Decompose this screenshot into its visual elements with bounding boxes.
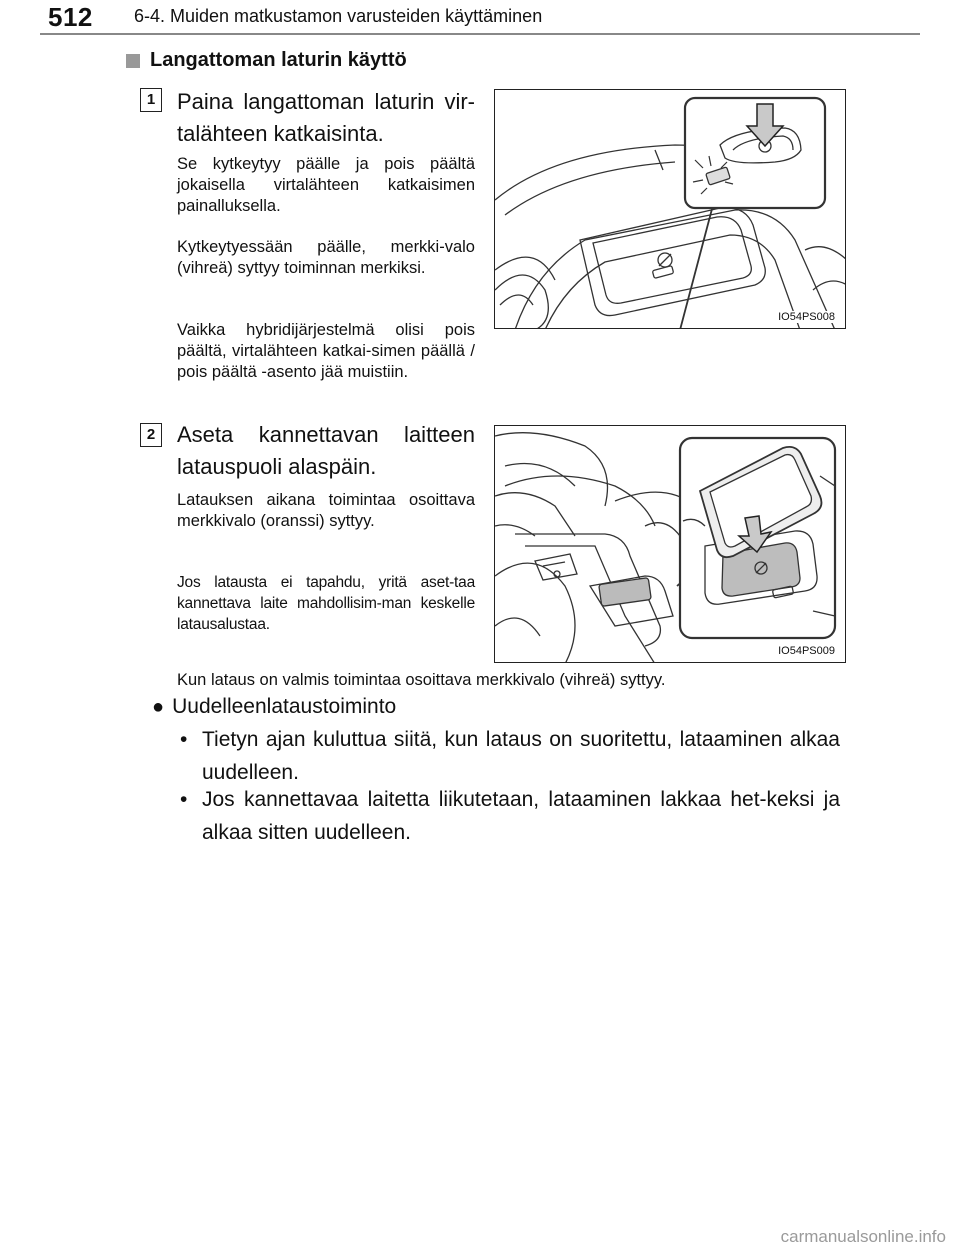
step-2-note-2: Jos latausta ei tapahdu, yritä aset-taa kannettava laite mahdollisim-man keskelle latausalustaa. xyxy=(177,574,475,633)
step-1-instruction: Paina langattoman laturin vir-talähteen katkaisinta. xyxy=(177,89,475,146)
recharge-title: Uudelleenlataustoiminto xyxy=(172,695,397,718)
recharge-item-1 xyxy=(180,723,840,789)
completion-note: Kun lataus on valmis toimintaa osoittava merkkivalo (vihreä) syttyy. xyxy=(177,671,666,689)
step-1-note-3: Vaikka hybridijärjestelmä olisi pois päältä, virtalähteen katkai-simen päällä / pois päältä -asento jää muistiin. xyxy=(177,321,475,381)
section-title: Langattoman laturin käyttö xyxy=(150,49,407,71)
recharge-item-2 xyxy=(180,783,840,849)
charger-switch-illustration xyxy=(495,90,846,329)
figure-code-2: IO54PS009 xyxy=(778,645,835,657)
page-number: 512 xyxy=(48,2,93,32)
step-number-2: 2 xyxy=(140,423,162,447)
figure-code-1: IO54PS008 xyxy=(778,311,835,323)
dot-bullet-icon: • xyxy=(180,728,188,751)
step-number-1: 1 xyxy=(140,88,162,112)
recharge-item-2-text: Jos kannettavaa laitetta liikutetaan, lataaminen lakkaa het-keksi ja alkaa sitten uudelleen. xyxy=(202,788,840,844)
step-2-note-1: Latauksen aikana toimintaa osoittava merkkivalo (oranssi) syttyy. xyxy=(177,491,475,530)
square-bullet-icon xyxy=(126,54,140,68)
step-1-note-2: Kytkeytyessään päälle, merkki-valo (vihreä) syttyy toiminnan merkiksi. xyxy=(177,238,475,277)
step-1-note-1: Se kytkeytyy päälle ja pois päältä jokaisella virtalähteen katkaisimen painalluksella. xyxy=(177,155,475,215)
figure-charger-switch xyxy=(494,89,846,329)
chapter-title: 6-4. Muiden matkustamon varusteiden käyttäminen xyxy=(134,6,543,26)
watermark: carmanualsonline.info xyxy=(780,1227,946,1246)
figure-phone-placement xyxy=(494,425,846,663)
recharge-heading xyxy=(152,695,396,719)
phone-placement-illustration xyxy=(495,426,846,663)
header-divider xyxy=(40,33,920,35)
dot-bullet-icon: • xyxy=(180,788,188,811)
circle-bullet-icon: ● xyxy=(152,695,165,718)
step-2-instruction: Aseta kannettavan laitteen latauspuoli alaspäin. xyxy=(177,422,475,479)
recharge-item-1-text: Tietyn ajan kuluttua siitä, kun lataus on suoritettu, lataaminen alkaa uudelleen. xyxy=(202,728,840,784)
section-heading xyxy=(126,49,407,72)
